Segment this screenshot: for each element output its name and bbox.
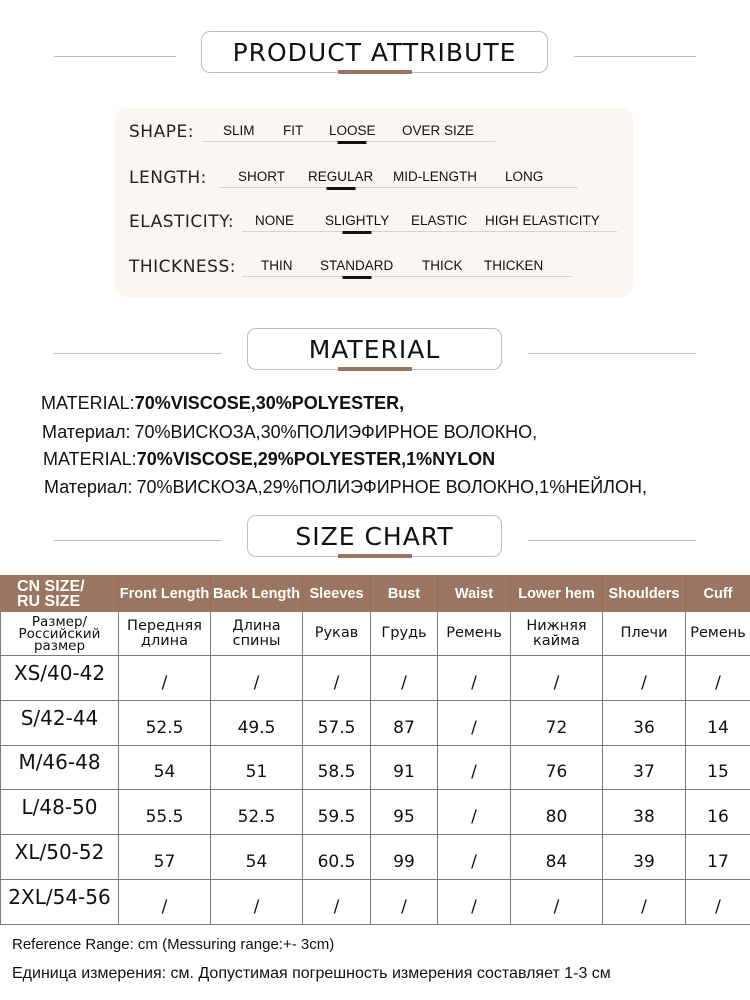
column-header-en: Sleeves — [303, 576, 371, 612]
attribute-option: OVER SIZE — [402, 123, 475, 138]
measurement-cell: 57.5 — [303, 700, 371, 745]
column-header-ru: Ремень — [438, 612, 511, 656]
measurement-cell: 54 — [211, 835, 303, 880]
attribute-option: LONG — [505, 169, 544, 184]
measurement-cell: 84 — [511, 835, 603, 880]
attribute-option-selected: LOOSE — [329, 123, 376, 138]
measurement-cell: / — [119, 879, 211, 924]
divider-line — [54, 540, 222, 541]
size-label-cell: XS/40-42 — [1, 656, 119, 701]
attribute-option-selected: STANDARD — [320, 258, 394, 273]
column-header-ru: Размер/ Российский размер — [1, 612, 119, 656]
measurement-cell: 39 — [603, 835, 686, 880]
column-header-en: Waist — [438, 576, 511, 612]
measurement-cell: 95 — [371, 790, 438, 835]
divider-line — [54, 56, 176, 57]
column-header-en: Back Length — [211, 576, 303, 612]
material-header — [0, 328, 750, 378]
measurement-cell: / — [211, 879, 303, 924]
attribute-option-selected: REGULAR — [308, 169, 374, 184]
attribute-option: SHORT — [238, 169, 286, 184]
attribute-option: FIT — [283, 123, 304, 138]
measurement-cell: 51 — [211, 745, 303, 790]
header-row-ru — [1, 612, 750, 656]
size-label-cell: 2XL/54-56 — [1, 879, 119, 924]
measurement-cell: / — [303, 656, 371, 701]
measurement-cell: / — [303, 879, 371, 924]
table-row — [1, 656, 750, 701]
measurement-cell: 14 — [686, 700, 750, 745]
attribute-option: THICKEN — [484, 258, 544, 273]
measurement-cell: 37 — [603, 745, 686, 790]
attribute-row-shape — [115, 116, 633, 146]
measurement-cell: 52.5 — [119, 700, 211, 745]
size-label-cell: L/48-50 — [1, 790, 119, 835]
measurement-cell: / — [603, 656, 686, 701]
measurement-cell: / — [438, 656, 511, 701]
attribute-option: MID-LENGTH — [393, 169, 477, 184]
divider-line — [54, 353, 222, 354]
size-label-cell: XL/50-52 — [1, 835, 119, 880]
material-key: MATERIAL: — [43, 449, 137, 469]
accent-underline — [338, 367, 412, 371]
size-label-cell: M/46-48 — [1, 745, 119, 790]
material-key: Материал: — [44, 477, 133, 497]
measurement-cell: 15 — [686, 745, 750, 790]
attribute-option: THIN — [261, 258, 293, 273]
measurement-cell: / — [438, 700, 511, 745]
measurement-cell: 76 — [511, 745, 603, 790]
measurement-cell: 87 — [371, 700, 438, 745]
attribute-option: HIGH ELASTICITY — [485, 213, 600, 228]
section-title: MATERIAL — [247, 328, 502, 370]
attribute-label: THICKNESS: — [129, 257, 236, 277]
column-header-en: Bust — [371, 576, 438, 612]
material-key: MATERIAL: — [41, 393, 135, 413]
table-row — [1, 835, 750, 880]
measurement-cell: / — [686, 656, 750, 701]
measurement-cell: 91 — [371, 745, 438, 790]
measurement-cell: 17 — [686, 835, 750, 880]
measurement-cell: 16 — [686, 790, 750, 835]
measurement-cell: / — [438, 835, 511, 880]
size-chart-table — [0, 575, 750, 925]
material-value: 70%ВИСКОЗА,30%ПОЛИЭФИРНОЕ ВОЛОКНО, — [134, 422, 538, 442]
attribute-option: SLIM — [223, 123, 255, 138]
measurement-cell: 54 — [119, 745, 211, 790]
attribute-baseline — [219, 187, 578, 188]
table-row — [1, 700, 750, 745]
size-label-cell: S/42-44 — [1, 700, 119, 745]
attribute-label: LENGTH: — [129, 168, 207, 188]
attribute-option: THICK — [422, 258, 463, 273]
measurement-cell: / — [511, 879, 603, 924]
column-header-ru: Рукав — [303, 612, 371, 656]
divider-line — [528, 353, 696, 354]
measurement-cell: / — [511, 656, 603, 701]
size-table-body — [1, 656, 750, 925]
divider-line — [528, 540, 696, 541]
attribute-label: SHAPE: — [129, 122, 194, 142]
material-line-en — [41, 393, 404, 414]
column-header-en: Lower hem — [511, 576, 603, 612]
material-key: Материал: — [42, 422, 131, 442]
section-title: PRODUCT ATTRIBUTE — [201, 31, 548, 73]
measurement-cell: / — [211, 656, 303, 701]
column-header-en: CN SIZE/ RU SIZE — [1, 576, 119, 612]
measurement-cell: / — [686, 879, 750, 924]
measurement-cell: / — [119, 656, 211, 701]
material-line-en — [43, 449, 495, 470]
section-title: SIZE CHART — [247, 515, 502, 557]
measurement-cell: 36 — [603, 700, 686, 745]
material-line-ru — [42, 422, 537, 443]
measurement-cell: 58.5 — [303, 745, 371, 790]
accent-underline — [338, 70, 412, 74]
column-header-ru: Плечи — [603, 612, 686, 656]
measurement-cell: 49.5 — [211, 700, 303, 745]
column-header-ru: Нижняя кайма — [511, 612, 603, 656]
measurement-cell: / — [371, 656, 438, 701]
measurement-cell: / — [438, 790, 511, 835]
attribute-baseline — [242, 231, 617, 232]
column-header-ru: Грудь — [371, 612, 438, 656]
accent-underline — [338, 554, 412, 558]
measurement-cell: 38 — [603, 790, 686, 835]
measurement-cell: 99 — [371, 835, 438, 880]
attribute-baseline — [242, 276, 571, 277]
header-row-en — [1, 576, 750, 612]
size-chart-header — [0, 515, 750, 565]
material-value: 70%ВИСКОЗА,29%ПОЛИЭФИРНОЕ ВОЛОКНО,1%НЕЙЛОН, — [136, 477, 647, 497]
table-row — [1, 790, 750, 835]
material-line-ru — [44, 477, 647, 498]
table-row — [1, 879, 750, 924]
material-value: 70%VISCOSE,30%POLYESTER, — [134, 393, 405, 413]
reference-range-note-ru: Единица измерения: см. Допустимая погрешность измерения составляет 1-3 см — [12, 965, 611, 982]
measurement-cell: 59.5 — [303, 790, 371, 835]
measurement-cell: 60.5 — [303, 835, 371, 880]
measurement-cell: 55.5 — [119, 790, 211, 835]
measurement-cell: 52.5 — [211, 790, 303, 835]
material-value: 70%VISCOSE,29%POLYESTER,1%NYLON — [136, 449, 496, 469]
attribute-option: NONE — [255, 213, 295, 228]
measurement-cell: / — [438, 745, 511, 790]
attribute-option-selected: SLIGHTLY — [325, 213, 390, 228]
measurement-cell: 57 — [119, 835, 211, 880]
column-header-ru: Длина спины — [211, 612, 303, 656]
reference-range-note: Reference Range: cm (Messuring range:+- 3cm) — [12, 936, 335, 953]
column-header-en: Front Length — [119, 576, 211, 612]
attribute-label: ELASTICITY: — [129, 212, 235, 232]
measurement-cell: / — [371, 879, 438, 924]
column-header-ru: Передняя длина — [119, 612, 211, 656]
attribute-option: ELASTIC — [411, 213, 468, 228]
attribute-panel — [115, 108, 633, 297]
attribute-row-length — [115, 162, 633, 192]
measurement-cell: / — [603, 879, 686, 924]
table-row — [1, 745, 750, 790]
product-attribute-header — [0, 31, 750, 81]
divider-line — [574, 56, 696, 57]
measurement-cell: / — [438, 879, 511, 924]
measurement-cell: 72 — [511, 700, 603, 745]
attribute-row-thickness — [115, 251, 633, 281]
column-header-en: Cuff — [686, 576, 750, 612]
attribute-row-elasticity — [115, 206, 633, 236]
measurement-cell: 80 — [511, 790, 603, 835]
column-header-ru: Ремень — [686, 612, 750, 656]
column-header-en: Shoulders — [603, 576, 686, 612]
